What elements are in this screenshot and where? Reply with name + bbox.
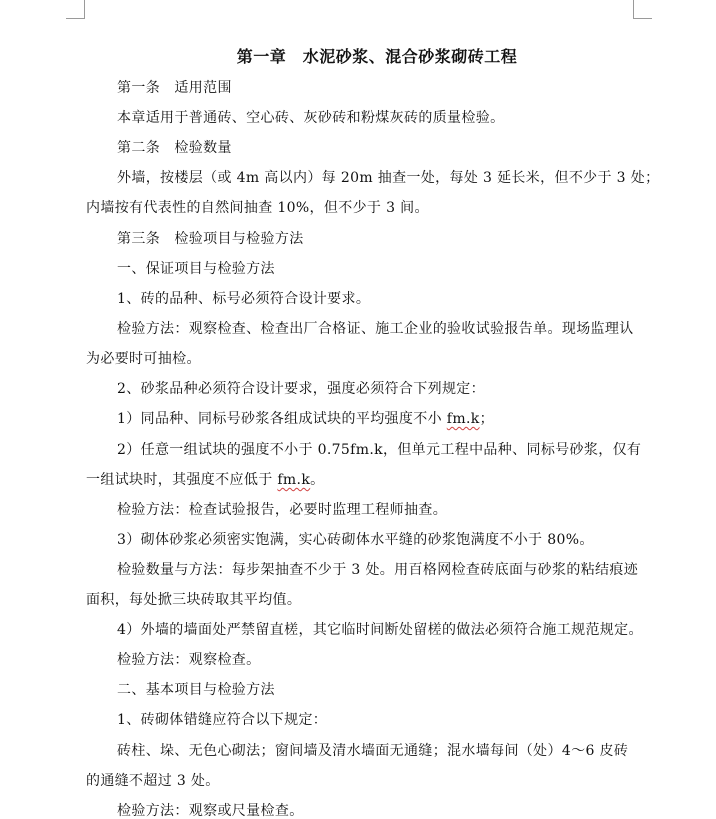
section-heading: 二、基本项目与检验方法 — [117, 682, 275, 698]
paragraph: 检验方法：观察检查。 — [117, 652, 261, 668]
list-item: 2）任意一组试块的强度不小于 0.75fm.k，但单元工程中品种、同标号砂浆，仅有 — [117, 442, 642, 458]
article-3-heading: 第三条 检验项目与检验方法 — [117, 231, 304, 247]
punctuation: ； — [479, 411, 494, 427]
paragraph: 本章适用于普通砖、空心砖、灰砂砖和粉煤灰砖的质量检验。 — [117, 110, 505, 126]
section-heading: 一、保证项目与检验方法 — [117, 261, 275, 277]
paragraph-continuation: 为必要时可抽检。 — [86, 351, 201, 367]
list-item: 3）砌体砂浆必须密实饱满，实心砖砌体水平缝的砂浆饱满度不小于 80%。 — [117, 532, 594, 548]
paragraph: 砖柱、垛、无色心砌法；窗间墙及清水墙面无通缝；混水墙每间（处）4～6 皮砖 — [117, 743, 629, 759]
chapter-title: 第一章 水泥砂浆、混合砂浆砌砖工程 — [236, 47, 518, 66]
paragraph-continuation — [86, 470, 325, 490]
punctuation: 。 — [310, 472, 325, 488]
list-item: 4）外墙的墙面处严禁留直槎，其它临时间断处留槎的做法必须符合施工规范规定。 — [117, 622, 643, 638]
paragraph: 检验方法：观察检查、检查出厂合格证、施工企业的验收试验报告单。现场监理认 — [117, 321, 634, 337]
paragraph-continuation: 内墙按有代表性的自然间抽查 10%，但不少于 3 间。 — [86, 200, 429, 216]
crop-mark-top-right — [633, 0, 652, 19]
paragraph: 检验方法：观察或尺量检查。 — [117, 803, 304, 819]
spellcheck-marked-term: fm.k — [277, 472, 311, 488]
paragraph-continuation: 的通缝不超过 3 处。 — [86, 773, 220, 789]
paragraph-text: 一组试块时，其强度不应低于 — [86, 472, 273, 488]
list-item: 1、砖的品种、标号必须符合设计要求。 — [117, 291, 371, 307]
list-item: 1、砖砌体错缝应符合以下规定： — [117, 712, 328, 728]
article-2-heading: 第二条 检验数量 — [117, 140, 232, 156]
crop-mark-top-left — [66, 0, 85, 19]
list-item-text: 1）同品种、同标号砂浆各组成试块的平均强度不小 — [117, 411, 442, 427]
paragraph: 外墙，按楼层（或 4m 高以内）每 20m 抽查一处，每处 3 延长米，但不少于 3 处； — [117, 170, 660, 186]
article-1-heading: 第一条 适用范围 — [117, 80, 232, 96]
list-item — [117, 409, 494, 429]
paragraph: 检验数量与方法：每步架抽查不少于 3 处。用百格网检查砖底面与砂浆的粘结痕迹 — [117, 562, 639, 578]
list-item: 2、砂浆品种必须符合设计要求，强度必须符合下列规定： — [117, 381, 486, 397]
spellcheck-marked-term: fm.k — [446, 411, 480, 427]
paragraph: 检验方法：检查试验报告，必要时监理工程师抽查。 — [117, 502, 448, 518]
paragraph-continuation: 面积，每处掀三块砖取其平均值。 — [86, 592, 302, 608]
